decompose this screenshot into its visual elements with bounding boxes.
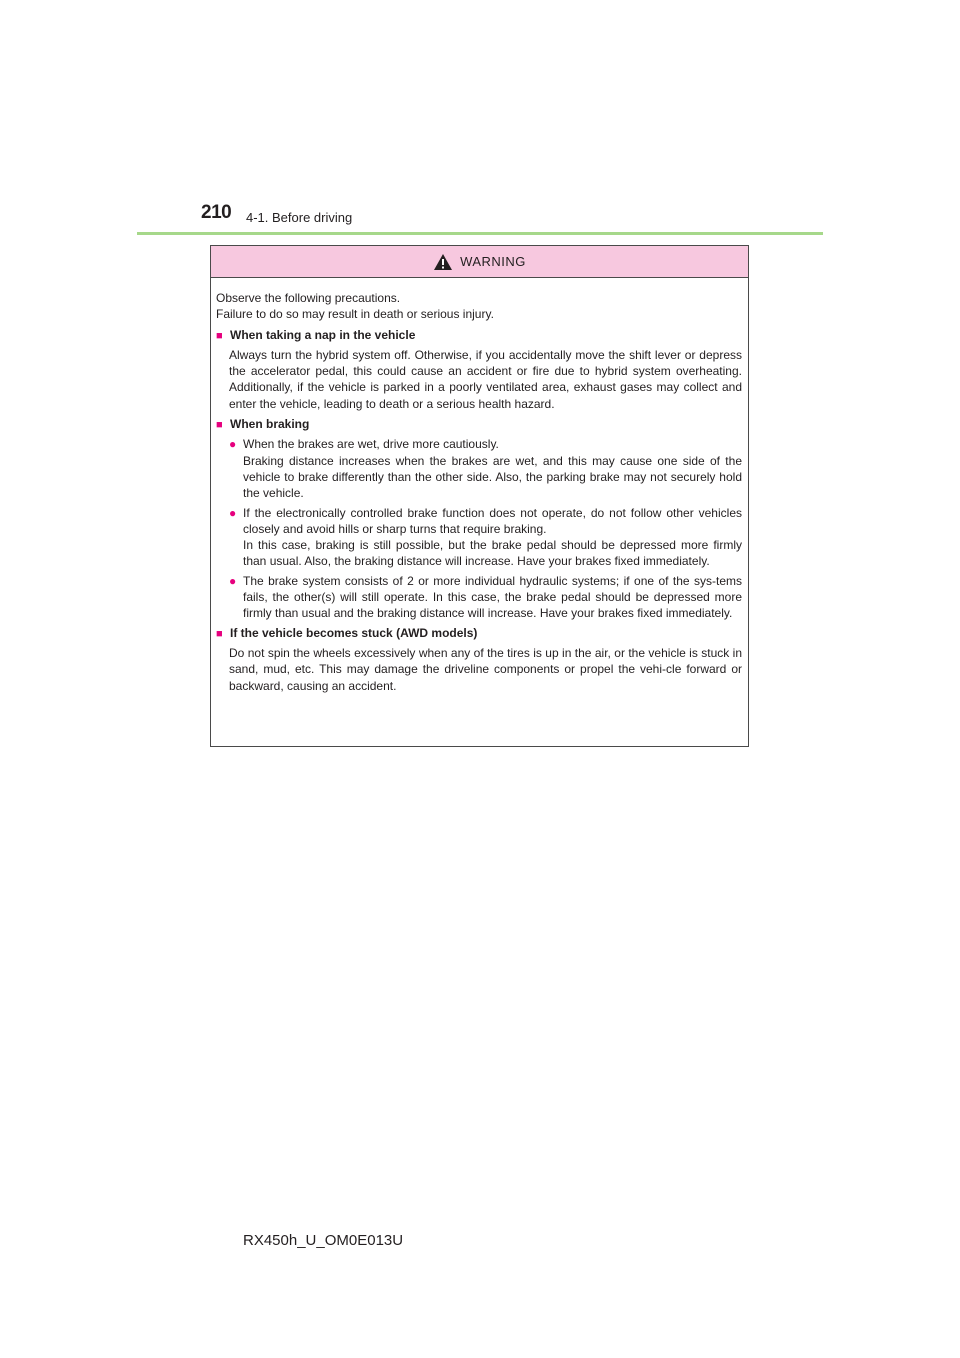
section-title: 4-1. Before driving <box>246 210 353 225</box>
bullet-line: If the electronically controlled brake function does not operate, do not follow other vehicles closely and avoid hills or sharp turns that require braking. <box>243 505 742 536</box>
square-bullet-icon: ■ <box>216 627 223 640</box>
dot-bullet-icon: ● <box>229 505 237 520</box>
topic-title-text: When braking <box>230 417 310 432</box>
square-bullet-icon: ■ <box>216 329 223 342</box>
dot-bullet-icon: ● <box>229 437 237 452</box>
topic-title-text: When taking a nap in the vehicle <box>230 327 416 342</box>
topic-title <box>216 327 742 344</box>
topic-title <box>216 416 742 433</box>
warning-body <box>211 278 748 694</box>
header-rule <box>137 232 823 235</box>
topic-title-text: If the vehicle becomes stuck (AWD models) <box>230 625 478 640</box>
bullet-item <box>229 573 742 622</box>
bullet-item <box>229 436 742 501</box>
bullet-text <box>243 436 742 501</box>
warning-box <box>210 245 749 747</box>
topic-text: Do not spin the wheels excessively when any of the tires is up in the air, or the vehicle is stuck in sand, mud, etc. This may damage the driveline components or propel the vehi-cle forward or backward, causing an accident. <box>229 645 742 693</box>
intro-line: Failure to do so may result in death or serious injury. <box>216 307 494 322</box>
bullet-line: The brake system consists of 2 or more individual hydraulic systems; if one of the sys-tems fails, the other(s) will still operate. In this case, the brake pedal should be depressed more firmly than usual and the braking distance will increase. Have your brakes fixed immediately. <box>243 573 742 621</box>
bullet-line: Braking distance increases when the brakes are wet, and this may cause one side of the vehicle to brake differently than the other side. Also, the parking brake may not securely hold the vehicle. <box>243 453 742 501</box>
bullet-text <box>243 505 742 570</box>
topic-title <box>216 625 742 642</box>
dot-bullet-icon: ● <box>229 573 237 588</box>
warning-triangle-icon <box>433 253 453 271</box>
bullet-line: In this case, braking is still possible, but the brake pedal should be depressed more firmly than usual. Also, the braking distance will increase. Have your brakes fixed immediately. <box>243 538 742 569</box>
bullet-item <box>229 505 742 570</box>
page-number: 210 <box>201 202 232 223</box>
bullet-line: When the brakes are wet, drive more cautiously. <box>243 437 499 452</box>
bullet-text <box>243 573 742 622</box>
watermark: carmanualsonline.info <box>852 1338 960 1350</box>
intro-line: Observe the following precautions. <box>216 291 401 305</box>
square-bullet-icon: ■ <box>216 419 223 432</box>
warning-intro <box>216 290 742 323</box>
warning-header <box>211 246 748 278</box>
topic-text: Always turn the hybrid system off. Otherwise, if you accidentally move the shift lever or depress the accelerator pedal, this could cause an accident or fire due to hybrid system overheating. Additionally, if the vehicle is parked in a poorly ventilated area, exhaust gases may collect and enter the vehicle, leading to death or a serious health hazard. <box>229 347 742 411</box>
warning-label: WARNING <box>460 254 526 269</box>
footer-doc-code: RX450h_U_OM0E013U <box>243 1232 404 1249</box>
